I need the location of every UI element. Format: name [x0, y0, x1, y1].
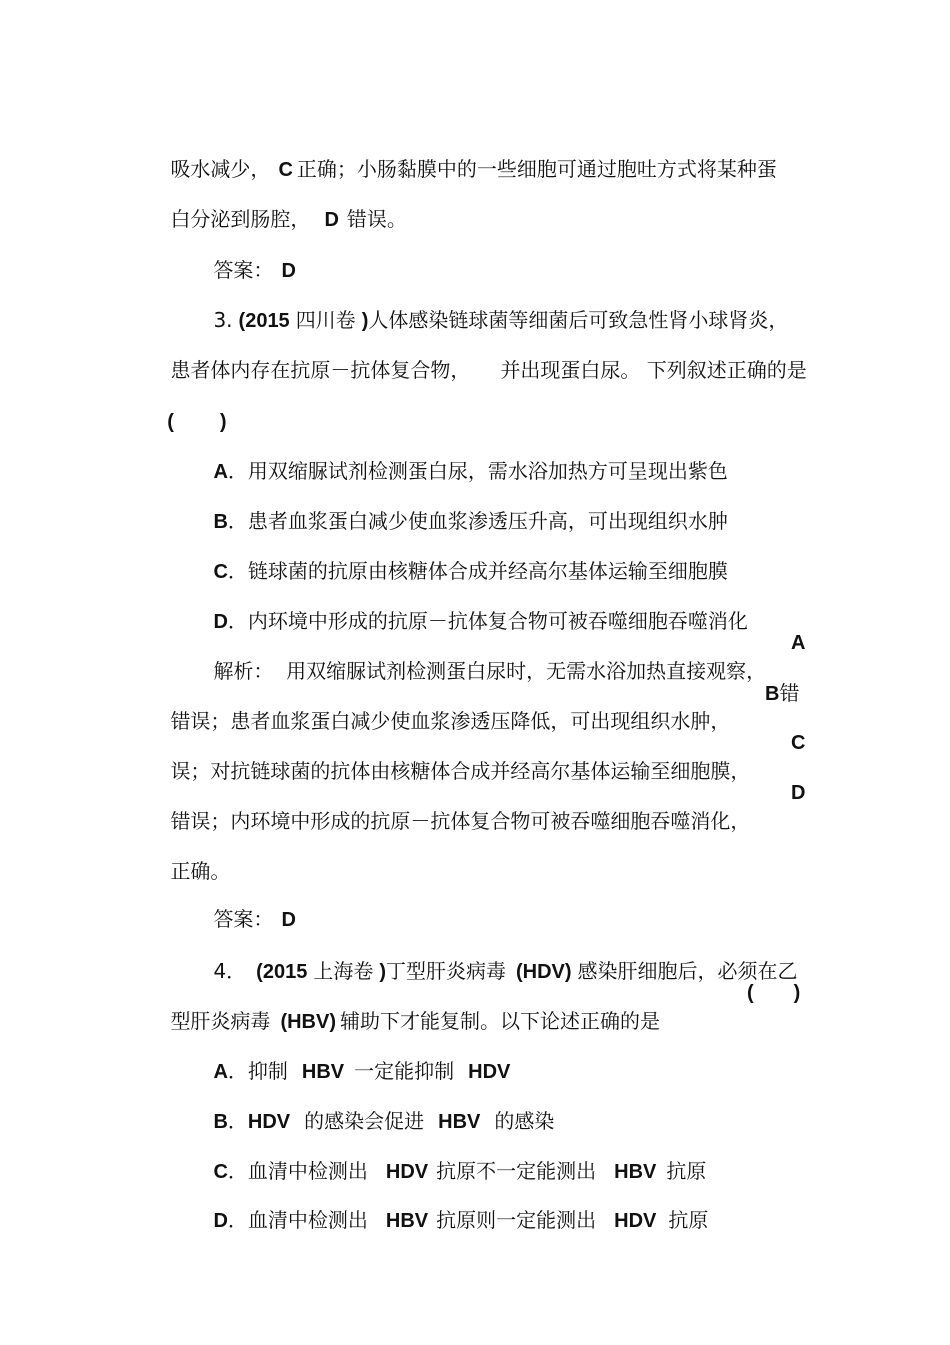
analysis-text: 错	[779, 681, 800, 705]
option-letter: B	[765, 683, 780, 705]
option-letter: B	[213, 1111, 228, 1133]
question-text: 丁型肝炎病毒	[386, 959, 506, 983]
option-text: ．链球菌的抗原由核糖体合成并经高尔基体运输至细胞膜	[227, 559, 728, 583]
option-text: ．血清中检测出	[227, 1159, 368, 1183]
abbreviation: (HBV)	[280, 1011, 336, 1033]
question-source-year: (2015	[238, 310, 290, 332]
answer-label: 答案：	[213, 258, 274, 282]
text-line	[145, 328, 807, 412]
paren: )	[793, 982, 801, 1004]
question-text: 患者体内存在抗原－抗体复合物，	[170, 358, 471, 382]
text: 错误。	[346, 207, 407, 231]
option-text: ．抑制	[227, 1059, 288, 1083]
abbreviation: HBV	[438, 1111, 481, 1133]
abbreviation: HDV	[614, 1210, 657, 1232]
question-source-year: (2015	[256, 961, 308, 983]
option-text: ．	[227, 1109, 248, 1133]
option-text: ．血清中检测出	[227, 1208, 368, 1232]
analysis-line	[145, 779, 750, 863]
option-text: 抗原	[666, 1159, 707, 1183]
text: 正确；小肠黏膜中的一些细胞可通过胞吐方式将某种蛋	[296, 157, 777, 181]
option-letter: D	[324, 209, 339, 231]
option-letter: A	[213, 1061, 228, 1083]
option-letter: C	[278, 159, 293, 181]
answer-value: D	[281, 909, 296, 931]
option-d	[188, 1178, 708, 1263]
abbreviation: HDV	[247, 1111, 291, 1133]
question-number: 4．	[213, 959, 247, 983]
analysis-text: 误；对抗链球菌的抗体由核糖体合成并经高尔基体运输至细胞膜，	[170, 759, 751, 783]
paren: )	[379, 961, 386, 983]
question-text: 感染肝细胞后，必须在乙	[577, 959, 798, 983]
answer-value: D	[281, 260, 296, 282]
abbreviation: HDV	[468, 1061, 511, 1083]
analysis-text: 正确。	[170, 859, 231, 883]
abbreviation: HBV	[301, 1061, 345, 1083]
option-letter: D	[213, 611, 228, 633]
question-text: 并出现蛋白尿。 下列叙述正确的是	[500, 358, 807, 382]
paren: (	[747, 982, 754, 1004]
option-text: 一定能抑制	[354, 1059, 455, 1083]
option-letter: D	[791, 782, 806, 804]
option-text: 的感染会促进	[304, 1109, 425, 1133]
question-text: 型肝炎病毒	[170, 1009, 271, 1033]
answer-label: 答案：	[213, 907, 274, 931]
analysis-tail	[765, 679, 799, 708]
paren: )	[361, 310, 369, 332]
answer-blank	[747, 979, 800, 1007]
option-text: ．内环境中形成的抗原－抗体复合物可被吞噬细胞吞噬消化	[227, 609, 748, 633]
analysis-text: 解析： 用双缩脲试剂检测蛋白尿时，无需水浴加热直接观察，	[213, 659, 767, 683]
option-letter: C	[213, 1161, 228, 1183]
option-text: 抗原不一定能测出	[436, 1159, 597, 1183]
analysis-text: 错误；内环境中形成的抗原－抗体复合物可被吞噬细胞吞噬消化，	[170, 809, 751, 833]
option-letter: C	[213, 561, 228, 583]
option-text: 抗原	[668, 1208, 709, 1232]
option-letter: B	[213, 511, 228, 533]
abbreviation: HBV	[614, 1161, 657, 1183]
paren: )	[219, 411, 227, 433]
paren: (	[167, 411, 174, 433]
text: 吸水减少，	[170, 157, 271, 181]
text: 白分泌到肠腔，	[170, 207, 311, 231]
question-text: 辅助下才能复制。以下论述正确的是	[339, 1009, 660, 1033]
option-letter: C	[791, 732, 806, 754]
analysis-text: 错误；患者血浆蛋白减少使血浆渗透压降低，可出现组织水肿，	[170, 709, 731, 733]
option-text: ．患者血浆蛋白减少使血浆渗透压升高，可出现组织水肿	[227, 509, 728, 533]
abbreviation: (HDV)	[516, 961, 572, 983]
option-letter: A	[791, 632, 806, 654]
question-text: 人体感染链球菌等细菌后可致急性肾小球肾炎，	[368, 308, 789, 332]
option-text: ．用双缩脲试剂检测蛋白尿，需水浴加热方可呈现出紫色	[227, 459, 728, 483]
question-source: 上海卷	[313, 959, 374, 983]
question-source: 四川卷	[295, 308, 356, 332]
option-letter: A	[213, 461, 228, 483]
abbreviation: HDV	[385, 1161, 429, 1183]
question-number: 3.	[213, 308, 233, 332]
abbreviation: HBV	[385, 1210, 429, 1232]
option-text: 的感染	[494, 1109, 555, 1133]
option-text: 抗原则一定能测出	[436, 1208, 597, 1232]
option-letter: D	[213, 1210, 228, 1232]
